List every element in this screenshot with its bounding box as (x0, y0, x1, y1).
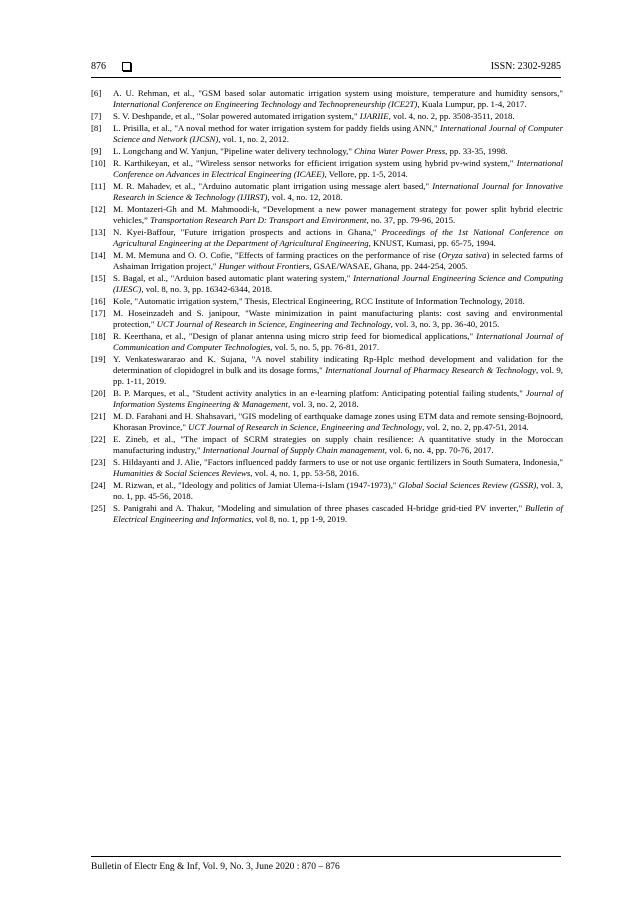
reference-item (91, 181, 563, 203)
reference-number: [17] (91, 308, 106, 319)
reference-text-segment: , vol. 4, no. 1, pp. 53-58, 2016. (250, 468, 360, 479)
reference-source-italic: Bulletin of Electrical Engineering and Informatics (113, 503, 563, 525)
reference-text (113, 181, 563, 203)
reference-source-italic: Journal of Information Systems Engineering & Management (113, 388, 563, 410)
reference-text-segment: N. Kyei-Baffour, "Future irrigation prospects and actions in Ghana," (113, 227, 382, 238)
reference-number: [22] (91, 434, 106, 445)
reference-number: [25] (91, 503, 106, 514)
reference-text-segment: R. Keerthana, et al., "Design of planar antenna using micro strip feed for biomedical applications," (113, 331, 477, 342)
reference-text (113, 158, 563, 180)
reference-text-segment: , vol. 8, no. 3, pp. 16342-6344, 2018. (141, 284, 273, 295)
reference-text (113, 227, 563, 249)
reference-item (91, 250, 563, 272)
reference-number: [11] (91, 181, 106, 192)
reference-number: [19] (91, 354, 106, 365)
reference-item (91, 273, 563, 295)
reference-text (113, 204, 563, 226)
reference-source-italic: International Journal of Pharmacy Research & Technology (325, 365, 536, 376)
square-bullet-icon (122, 62, 131, 71)
reference-text-segment: M. Montazeri-Gh and M. Mahmoodi-k, “Development a new power management strategy for power split hybrid electric vehicles,” (113, 204, 563, 226)
reference-text-segment: , vol. 9, pp. 1-11, 2019. (113, 365, 563, 387)
reference-text-segment: S. Hildayanti and J. Alie, "Factors influenced paddy farmers to use or not use organic fertilizers in South Sumatera, Indonesia," (113, 457, 563, 468)
reference-text (113, 354, 563, 387)
reference-item (91, 480, 563, 502)
reference-text-segment: Kole, "Automatic irrigation system," Thesis, Electrical Engineering, RCC Institute of Information Technology, 2018. (113, 296, 525, 307)
reference-source-italic: International Journal of Communication and Computer Technologies (113, 331, 563, 353)
reference-number: [15] (91, 273, 106, 284)
reference-text-segment: Y. Venkateswararao and K. Sujana, "A novel stability indicating Rp-Hplc method development and validation for the determination of clopidogrel in bulk and its dosage forms," (113, 354, 563, 376)
reference-text-segment: , Kuala Lumpur, pp. 1-4, 2017. (417, 98, 527, 109)
reference-source-italic: Hunger without Frontiers (218, 261, 310, 272)
reference-source-italic: International Journal Engineering Science and Computing (IJESC) (113, 273, 563, 295)
reference-number: [23] (91, 457, 106, 468)
reference-text-segment: , vol. 3, no. 3, pp. 36-40, 2015. (390, 319, 500, 330)
reference-item (91, 158, 563, 180)
reference-list (91, 88, 563, 526)
reference-item (91, 388, 563, 410)
reference-text-segment: , Vellore, pp. 1-5, 2014. (324, 169, 408, 180)
reference-number: [6] (91, 88, 102, 98)
reference-number: [9] (91, 146, 102, 157)
reference-text-segment: R. Karthikeyan, et al., "Wireless sensor networks for efficient irrigation system using hybrid pv-wind system," (113, 158, 517, 169)
reference-source-italic: International Journal of Supply Chain management (202, 445, 385, 456)
reference-source-italic: International Journal of Computer Science and Network (IJCSN), (113, 123, 564, 144)
reference-source-italic: Global Social Sciences Review (GSSR) (398, 480, 537, 491)
reference-text (113, 434, 563, 456)
reference-item (91, 354, 563, 387)
reference-text-segment: M. R. Mahadev, et al., "Arduino automatic plant irrigation using message alert based," (113, 181, 433, 192)
reference-item (91, 434, 563, 456)
header-rule (91, 77, 561, 78)
reference-source-italic: Humanities & Social Sciences Reviews (113, 468, 251, 479)
reference-text-segment: , vol. 6, no. 4, pp. 70-76, 2017. (384, 445, 494, 456)
reference-text-segment: , no. 37, pp. 79-96, 2015. (366, 215, 456, 226)
reference-text-segment: M. Rizwan, et al., "Ideology and politics of Jamiat Ulema-i-Islam (1947-1973)," (113, 480, 399, 491)
reference-number: [14] (91, 250, 106, 261)
page-footer: Bulletin of Electr Eng & Inf, Vol. 9, No. 3, June 2020 : 870 – 876 (91, 862, 340, 872)
reference-item (91, 204, 563, 226)
reference-text-segment: S. V. Deshpande, et al., "Solar powered automated irrigation system," (113, 111, 360, 121)
page-header (91, 58, 561, 74)
header-left (91, 61, 131, 72)
footer-rule (91, 856, 561, 857)
reference-text-segment: , vol. 4, no. 12, 2018. (267, 192, 343, 203)
reference-text-segment: , vol 8, no. 1, pp 1-9, 2019. (251, 514, 348, 525)
reference-number: [20] (91, 388, 106, 399)
reference-source-italic: International Conference on Advances in Electrical Engineering (ICAEE) (113, 158, 563, 180)
reference-source-italic: Oryza sativa (441, 250, 487, 261)
reference-text (113, 88, 563, 110)
reference-item (91, 296, 563, 307)
reference-text-segment: E. Zineb, et al., "The impact of SCRM strategies on supply chain resilience: A quantitative study in the Moroccan manufacturing industry," (113, 434, 563, 456)
reference-text-segment: S. Bagal, et al., "Arduion based automatic plant watering system," (113, 273, 354, 284)
issn-label: ISSN: 2302-9285 (490, 60, 561, 72)
reference-text-segment: , pp. 33-35, 1998. (445, 146, 508, 157)
reference-text-segment: S. Panigrahi and A. Thakur, "Modeling and simulation of three phases cascaded H-bridge grid-tied PV inverter," (113, 503, 526, 514)
reference-item (91, 308, 563, 330)
reference-text (113, 111, 563, 122)
reference-source-italic: International Conference on Engineering Technology and Technopreneurship (ICE2T) (113, 98, 418, 109)
reference-text-segment: , vol. 3, no. 2, 2018. (287, 399, 359, 410)
page-number: 876 (91, 60, 106, 72)
reference-text (113, 123, 563, 145)
reference-text (113, 331, 563, 353)
reference-number: [10] (91, 158, 106, 169)
reference-number: [8] (91, 123, 102, 134)
reference-number: [13] (91, 227, 106, 238)
reference-text (113, 388, 563, 410)
reference-source-italic: IJARIIE (359, 111, 389, 121)
reference-item (91, 88, 563, 110)
reference-text (113, 480, 563, 502)
reference-text-segment: , KNUST, Kumasi, pp. 65-75, 1994. (368, 238, 496, 249)
reference-number: [24] (91, 480, 106, 491)
reference-text-segment: B. P. Marques, et al., "Student activity analytics in an e-learning platfom: Anticipating potential failing students," (113, 388, 526, 399)
reference-text-segment: L. Longchang and W. Yanjun, "Pipeline water delivery technology," (113, 146, 355, 157)
reference-text-segment: , vol. 5, no. 5, pp. 76-81, 2017. (270, 342, 380, 353)
reference-source-italic: UCT Journal of Research in Science, Engineering and Technology (156, 319, 391, 330)
reference-number: [16] (91, 296, 106, 307)
reference-number: [7] (91, 111, 102, 121)
reference-item (91, 503, 563, 525)
reference-source-italic: International Journal for Innovative Research in Science & Technology (IJIRST) (113, 181, 563, 203)
reference-text-segment: , vol. 3, no. 1, pp. 45-56, 2018. (113, 480, 564, 502)
reference-text-segment: M. M. Memuna and O. O. Cofie, "Effects of farming practices on the performance of rise ( (113, 250, 442, 261)
reference-text (113, 411, 563, 433)
reference-text (113, 308, 563, 330)
reference-item (91, 457, 563, 479)
reference-text-segment: , GSAE/WASAE, Ghana, pp. 244-254, 2005. (309, 261, 468, 272)
reference-text-segment: M. D. Farahani and H. Shahsavari, "GIS modeling of earthquake damage zones using ETM data and remote sensing-Bojnoord, Khorasan Province," (113, 411, 563, 433)
reference-source-italic: China Water Power Press (354, 146, 446, 157)
reference-text (113, 146, 563, 157)
reference-item (91, 123, 563, 145)
reference-source-italic: UCT Journal of Research in Science, Engineering and Technology (188, 422, 423, 433)
reference-text (113, 503, 563, 525)
reference-text-segment: ) in selected farms of Ashaiman Irrigation project," (113, 250, 563, 272)
reference-text-segment: , vol. 2, no. 2, pp.47-51, 2014. (422, 422, 529, 433)
reference-text (113, 457, 563, 479)
reference-text-segment: vol. 1, no. 2, 2012. (220, 134, 289, 144)
reference-text (113, 296, 563, 307)
reference-source-italic: Transportation Research Part D: Transport and Environment (150, 215, 367, 226)
reference-text (113, 250, 563, 272)
reference-number: [21] (91, 411, 106, 422)
reference-text-segment: , vol. 4, no. 2, pp. 3508-3511, 2018. (388, 111, 515, 121)
reference-item (91, 146, 563, 157)
reference-item (91, 111, 563, 122)
reference-number: [18] (91, 331, 106, 342)
reference-number: [12] (91, 204, 106, 215)
reference-text-segment: L. Prisilla, et al., "A noval method for water irrigation system for paddy fields using ANN," (113, 123, 441, 134)
reference-text-segment: A. U. Rehman, et al., "GSM based solar automatic irrigation system using moisture, temperature and humidity sensors," (113, 88, 563, 98)
reference-source-italic: Proceedings of the 1st National Conference on Agricultural Engineering at the Department of Agricultural Engineering (113, 227, 563, 249)
reference-text (113, 273, 563, 295)
reference-item (91, 227, 563, 249)
reference-text-segment: M. Hoseinzadeh and S. janipour, "Waste minimization in paint manufacturing plants: cost saving and environmental protection," (113, 308, 563, 330)
reference-item (91, 331, 563, 353)
reference-item (91, 411, 563, 433)
